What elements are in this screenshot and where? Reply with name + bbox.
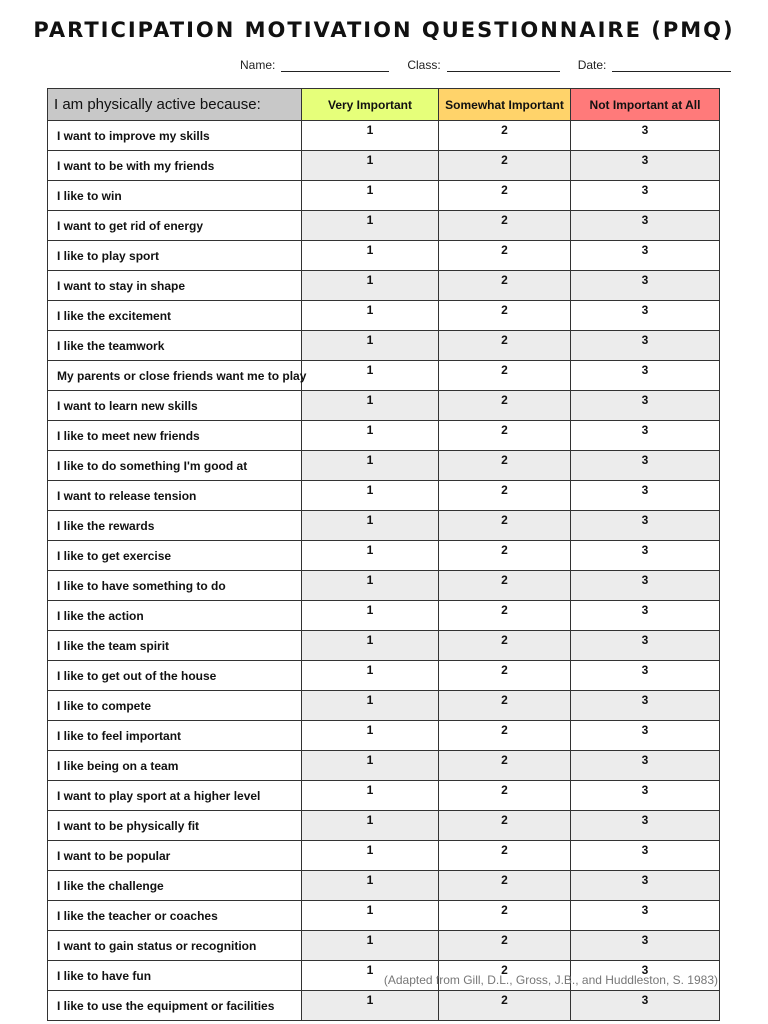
table-row bbox=[48, 871, 720, 901]
option-not-important[interactable]: 3 bbox=[571, 301, 720, 331]
table-row bbox=[48, 481, 720, 511]
option-not-important[interactable]: 3 bbox=[571, 721, 720, 751]
option-very-important[interactable]: 1 bbox=[302, 151, 439, 181]
table-row bbox=[48, 181, 720, 211]
option-not-important[interactable]: 3 bbox=[571, 631, 720, 661]
option-not-important[interactable]: 3 bbox=[571, 481, 720, 511]
question-text: I want to stay in shape bbox=[48, 271, 302, 301]
table-row bbox=[48, 391, 720, 421]
option-not-important[interactable]: 3 bbox=[571, 181, 720, 211]
date-label: Date: bbox=[577, 58, 607, 72]
option-very-important[interactable]: 1 bbox=[302, 211, 439, 241]
question-text: I like to win bbox=[48, 181, 302, 211]
question-text: I like to have fun bbox=[48, 961, 302, 991]
option-very-important[interactable]: 1 bbox=[302, 721, 439, 751]
question-text: I like the rewards bbox=[48, 511, 302, 541]
question-header: I am physically active because: bbox=[48, 89, 302, 121]
date-line[interactable] bbox=[612, 59, 731, 72]
table-row bbox=[48, 421, 720, 451]
option-not-important[interactable]: 3 bbox=[571, 991, 720, 1021]
option-somewhat-important[interactable]: 2 bbox=[439, 871, 571, 901]
option-somewhat-important[interactable]: 2 bbox=[439, 511, 571, 541]
option-very-important[interactable]: 1 bbox=[302, 601, 439, 631]
somewhat-important-header: Somewhat Important bbox=[439, 89, 571, 121]
option-somewhat-important[interactable]: 2 bbox=[439, 331, 571, 361]
option-somewhat-important[interactable]: 2 bbox=[439, 991, 571, 1021]
table-row bbox=[48, 301, 720, 331]
option-not-important[interactable]: 3 bbox=[571, 931, 720, 961]
table-row bbox=[48, 631, 720, 661]
table-row bbox=[48, 121, 720, 151]
class-line[interactable] bbox=[447, 59, 560, 72]
table-row bbox=[48, 811, 720, 841]
option-somewhat-important[interactable]: 2 bbox=[439, 451, 571, 481]
option-not-important[interactable]: 3 bbox=[571, 571, 720, 601]
option-somewhat-important[interactable]: 2 bbox=[439, 181, 571, 211]
option-very-important[interactable]: 1 bbox=[302, 661, 439, 691]
option-somewhat-important[interactable]: 2 bbox=[439, 121, 571, 151]
option-not-important[interactable]: 3 bbox=[571, 361, 720, 391]
question-text: I like the teacher or coaches bbox=[48, 901, 302, 931]
question-text: I like to have something to do bbox=[48, 571, 302, 601]
option-not-important[interactable]: 3 bbox=[571, 661, 720, 691]
table-row bbox=[48, 331, 720, 361]
question-text: I want to get rid of energy bbox=[48, 211, 302, 241]
question-text: I want to be with my friends bbox=[48, 151, 302, 181]
table-row bbox=[48, 781, 720, 811]
option-somewhat-important[interactable]: 2 bbox=[439, 631, 571, 661]
question-text: I like the challenge bbox=[48, 871, 302, 901]
table-row bbox=[48, 511, 720, 541]
option-somewhat-important[interactable]: 2 bbox=[439, 661, 571, 691]
option-not-important[interactable]: 3 bbox=[571, 121, 720, 151]
option-very-important[interactable]: 1 bbox=[302, 511, 439, 541]
option-very-important[interactable]: 1 bbox=[302, 181, 439, 211]
table-row bbox=[48, 931, 720, 961]
name-line[interactable] bbox=[281, 59, 389, 72]
question-text: I want to release tension bbox=[48, 481, 302, 511]
option-not-important[interactable]: 3 bbox=[571, 391, 720, 421]
question-text: I like to feel important bbox=[48, 721, 302, 751]
option-somewhat-important[interactable]: 2 bbox=[439, 271, 571, 301]
option-not-important[interactable]: 3 bbox=[571, 331, 720, 361]
option-not-important[interactable]: 3 bbox=[571, 751, 720, 781]
class-field[interactable] bbox=[407, 58, 559, 72]
table-row bbox=[48, 901, 720, 931]
option-not-important[interactable]: 3 bbox=[571, 541, 720, 571]
option-very-important[interactable]: 1 bbox=[302, 331, 439, 361]
option-very-important[interactable]: 1 bbox=[302, 811, 439, 841]
table-row bbox=[48, 571, 720, 601]
question-text: I like to get out of the house bbox=[48, 661, 302, 691]
question-text: I want to play sport at a higher level bbox=[48, 781, 302, 811]
option-very-important[interactable]: 1 bbox=[302, 751, 439, 781]
option-somewhat-important[interactable]: 2 bbox=[439, 841, 571, 871]
option-somewhat-important[interactable]: 2 bbox=[439, 751, 571, 781]
table-row bbox=[48, 751, 720, 781]
option-not-important[interactable]: 3 bbox=[571, 151, 720, 181]
option-very-important[interactable]: 1 bbox=[302, 781, 439, 811]
option-very-important[interactable]: 1 bbox=[302, 121, 439, 151]
option-very-important[interactable]: 1 bbox=[302, 541, 439, 571]
option-somewhat-important[interactable]: 2 bbox=[439, 571, 571, 601]
option-somewhat-important[interactable]: 2 bbox=[439, 301, 571, 331]
table-row bbox=[48, 151, 720, 181]
table-header bbox=[48, 89, 720, 121]
option-somewhat-important[interactable]: 2 bbox=[439, 211, 571, 241]
table-row bbox=[48, 721, 720, 751]
question-text: I like to play sport bbox=[48, 241, 302, 271]
pmq-table bbox=[47, 88, 720, 1021]
citation: (Adapted from Gill, D.L., Gross, J.B., and Huddleston, S. 1983) bbox=[383, 973, 718, 987]
option-very-important[interactable]: 1 bbox=[302, 421, 439, 451]
table-row bbox=[48, 991, 720, 1021]
option-somewhat-important[interactable]: 2 bbox=[439, 541, 571, 571]
option-very-important[interactable]: 1 bbox=[302, 241, 439, 271]
option-very-important[interactable]: 1 bbox=[302, 391, 439, 421]
page-title: PARTICIPATION MOTIVATION QUESTIONNAIRE (PMQ) bbox=[33, 18, 735, 42]
option-somewhat-important[interactable]: 2 bbox=[439, 421, 571, 451]
option-very-important[interactable]: 1 bbox=[302, 931, 439, 961]
table-row bbox=[48, 691, 720, 721]
question-text: I like being on a team bbox=[48, 751, 302, 781]
option-somewhat-important[interactable]: 2 bbox=[439, 721, 571, 751]
option-very-important[interactable]: 1 bbox=[302, 301, 439, 331]
table-row bbox=[48, 841, 720, 871]
option-somewhat-important[interactable]: 2 bbox=[439, 811, 571, 841]
option-not-important[interactable]: 3 bbox=[571, 781, 720, 811]
option-somewhat-important[interactable]: 2 bbox=[439, 361, 571, 391]
option-somewhat-important[interactable]: 2 bbox=[439, 391, 571, 421]
option-somewhat-important[interactable]: 2 bbox=[439, 691, 571, 721]
class-label: Class: bbox=[407, 58, 441, 72]
option-not-important[interactable]: 3 bbox=[571, 871, 720, 901]
question-text: I like the action bbox=[48, 601, 302, 631]
question-text: I want to gain status or recognition bbox=[48, 931, 302, 961]
table-row bbox=[48, 601, 720, 631]
question-text: I like the excitement bbox=[48, 301, 302, 331]
question-text: I like to meet new friends bbox=[48, 421, 302, 451]
table-body bbox=[48, 121, 720, 1021]
table-row bbox=[48, 211, 720, 241]
question-text: I want to improve my skills bbox=[48, 121, 302, 151]
option-not-important[interactable]: 3 bbox=[571, 811, 720, 841]
option-somewhat-important[interactable]: 2 bbox=[439, 601, 571, 631]
very-important-header: Very Important bbox=[302, 89, 439, 121]
option-not-important[interactable]: 3 bbox=[571, 211, 720, 241]
option-very-important[interactable]: 1 bbox=[302, 361, 439, 391]
option-not-important[interactable]: 3 bbox=[571, 271, 720, 301]
option-very-important[interactable]: 1 bbox=[302, 901, 439, 931]
question-text: I like the teamwork bbox=[48, 331, 302, 361]
table-row bbox=[48, 271, 720, 301]
option-somewhat-important[interactable]: 2 bbox=[439, 241, 571, 271]
option-very-important[interactable]: 1 bbox=[302, 991, 439, 1021]
question-text: I want to be popular bbox=[48, 841, 302, 871]
option-not-important[interactable]: 3 bbox=[571, 901, 720, 931]
table-row bbox=[48, 241, 720, 271]
option-very-important[interactable]: 1 bbox=[302, 691, 439, 721]
question-text: I like to use the equipment or facilities bbox=[48, 991, 302, 1021]
option-very-important[interactable]: 1 bbox=[302, 481, 439, 511]
option-somewhat-important[interactable]: 2 bbox=[439, 481, 571, 511]
option-not-important[interactable]: 3 bbox=[571, 601, 720, 631]
table-row bbox=[48, 361, 720, 391]
date-field[interactable] bbox=[578, 58, 732, 72]
option-somewhat-important[interactable]: 2 bbox=[439, 901, 571, 931]
option-very-important[interactable]: 1 bbox=[302, 631, 439, 661]
not-important-header: Not Important at All bbox=[571, 89, 720, 121]
question-text: I like the team spirit bbox=[48, 631, 302, 661]
question-text: I like to compete bbox=[48, 691, 302, 721]
option-not-important[interactable]: 3 bbox=[571, 241, 720, 271]
option-very-important[interactable]: 1 bbox=[302, 271, 439, 301]
table-row bbox=[48, 661, 720, 691]
option-somewhat-important[interactable]: 2 bbox=[439, 151, 571, 181]
option-very-important[interactable]: 1 bbox=[302, 871, 439, 901]
table-row bbox=[48, 451, 720, 481]
option-not-important[interactable]: 3 bbox=[571, 691, 720, 721]
option-somewhat-important[interactable]: 2 bbox=[439, 961, 571, 991]
option-very-important[interactable]: 1 bbox=[302, 571, 439, 601]
option-not-important[interactable]: 3 bbox=[571, 421, 720, 451]
question-text: My parents or close friends want me to play bbox=[48, 361, 302, 391]
option-not-important[interactable]: 3 bbox=[571, 511, 720, 541]
option-somewhat-important[interactable]: 2 bbox=[439, 931, 571, 961]
table-row bbox=[48, 541, 720, 571]
option-very-important[interactable]: 1 bbox=[302, 451, 439, 481]
name-label: Name: bbox=[240, 58, 276, 72]
option-very-important[interactable]: 1 bbox=[302, 961, 439, 991]
question-text: I like to do something I'm good at bbox=[48, 451, 302, 481]
option-not-important[interactable]: 3 bbox=[571, 841, 720, 871]
option-somewhat-important[interactable]: 2 bbox=[439, 781, 571, 811]
question-text: I want to be physically fit bbox=[48, 811, 302, 841]
option-not-important[interactable]: 3 bbox=[571, 451, 720, 481]
option-very-important[interactable]: 1 bbox=[302, 841, 439, 871]
info-fields bbox=[240, 58, 731, 72]
name-field[interactable] bbox=[240, 58, 389, 72]
question-text: I want to learn new skills bbox=[48, 391, 302, 421]
question-text: I like to get exercise bbox=[48, 541, 302, 571]
option-not-important[interactable]: 3 bbox=[571, 961, 720, 991]
